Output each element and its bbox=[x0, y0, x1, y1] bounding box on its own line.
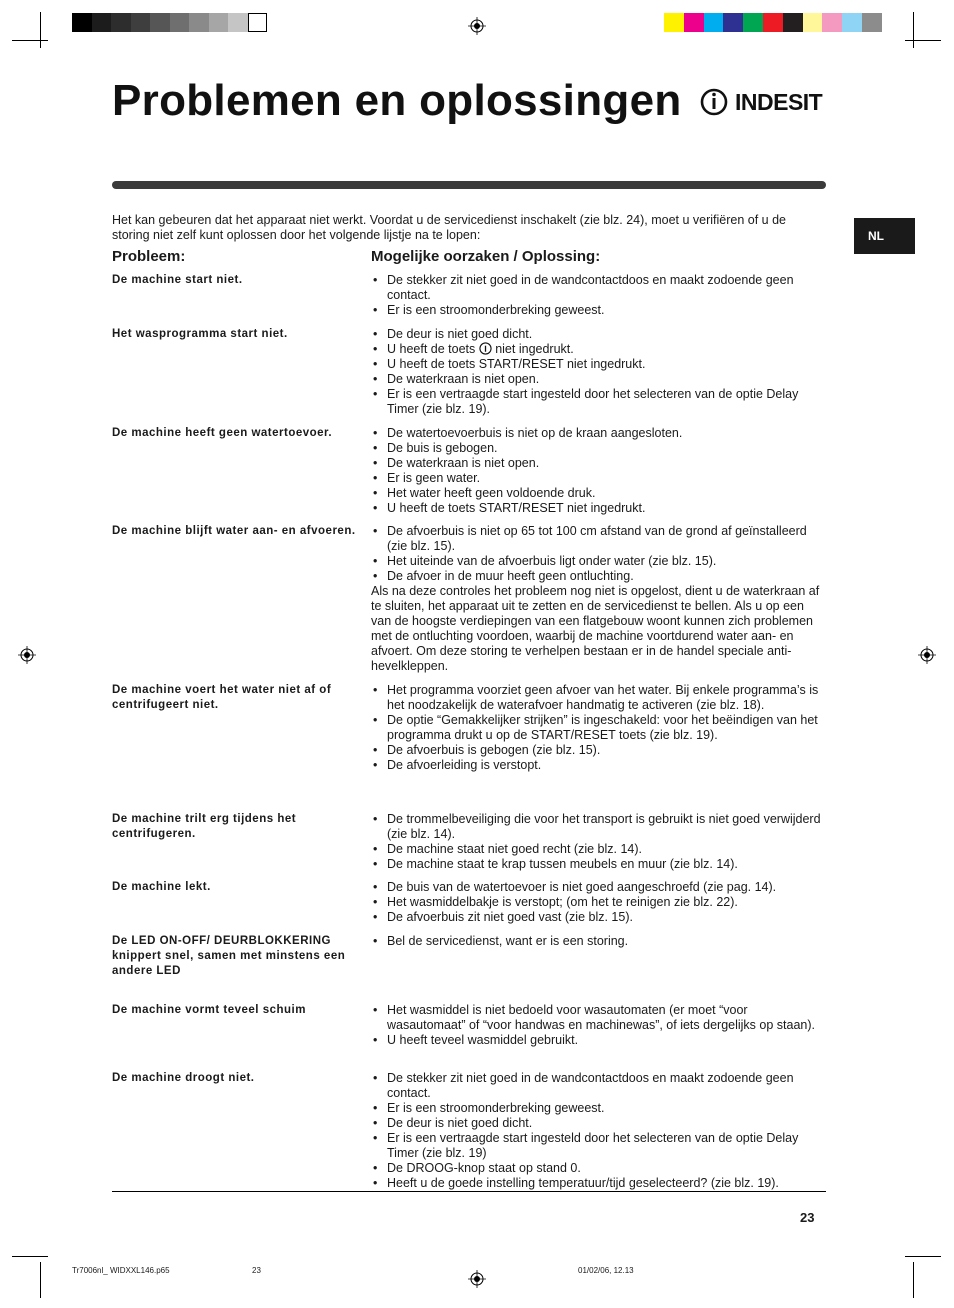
solution-list bbox=[371, 812, 826, 872]
solution-item: • De afvoerbuis zit niet goed vast (zie blz. 15). bbox=[371, 910, 826, 925]
solution-item: • U heeft de toets START/RESET niet ingedrukt. bbox=[371, 501, 826, 516]
color-swatch bbox=[862, 13, 882, 32]
title-rule bbox=[112, 181, 826, 189]
solution-item: • U heeft de toets START/RESET niet ingedrukt. bbox=[371, 357, 826, 372]
problem-column-heading: Probleem: bbox=[112, 248, 186, 265]
crop-mark bbox=[12, 40, 48, 41]
grey-swatch bbox=[170, 13, 190, 32]
solution-item: • Er is een stroomonderbreking geweest. bbox=[371, 1101, 826, 1116]
problem-label: De LED ON-OFF/ DEURBLOKKERING knippert snel, samen met minstens een andere LED bbox=[112, 935, 346, 977]
solution-item: • De stekker zit niet goed in de wandcontactdoos en maakt zodoende geen contact. bbox=[371, 1071, 826, 1101]
solution-item: • De waterkraan is niet open. bbox=[371, 372, 826, 387]
solution-item: • Heeft u de goede instelling temperatuur/tijd geselecteerd? (zie blz. 19). bbox=[371, 1176, 826, 1191]
power-button-icon bbox=[479, 342, 492, 355]
color-swatch bbox=[783, 13, 803, 32]
solution-list bbox=[371, 327, 826, 417]
solution-item: • De optie “Gemakkelijker strijken” is ingeschakeld: voor het beëindigen van het programma drukt u op de START/RESET toets (zie blz. 19). bbox=[371, 713, 826, 743]
solution-item: • Bel de servicedienst, want er is een storing. bbox=[371, 934, 826, 949]
solution-item: • De buis van de watertoevoer is niet goed aangeschroefd (zie pag. 14). bbox=[371, 880, 826, 895]
crop-mark bbox=[905, 40, 941, 41]
grey-swatch bbox=[189, 13, 209, 32]
color-swatch bbox=[704, 13, 724, 32]
grey-swatch bbox=[150, 13, 170, 32]
grey-swatch bbox=[131, 13, 151, 32]
crop-mark bbox=[12, 1256, 48, 1257]
solution-list bbox=[371, 1071, 826, 1191]
solution-item: • Het programma voorziet geen afvoer van het water. Bij enkele programma’s is het noodzakelijk de waterafvoer handmatig te activeren (zie blz. 18). bbox=[371, 683, 826, 713]
solution-item: • De buis is gebogen. bbox=[371, 441, 826, 456]
solution-item: • Het uiteinde van de afvoerbuis ligt onder water (zie blz. 15). bbox=[371, 554, 826, 569]
registration-mark-icon bbox=[468, 1270, 486, 1288]
crop-mark bbox=[40, 12, 41, 48]
problem-label: De machine start niet. bbox=[112, 274, 243, 286]
color-swatch bbox=[723, 13, 743, 32]
grey-swatch bbox=[92, 13, 112, 32]
solution-item: • U heeft de toets niet ingedrukt. bbox=[371, 342, 826, 357]
brand-logo bbox=[699, 87, 822, 117]
solution-item: • De watertoevoerbuis is niet op de kraan aangesloten. bbox=[371, 426, 826, 441]
solution-item: • Het wasmiddelbakje is verstopt; (om het te reinigen zie blz. 22). bbox=[371, 895, 826, 910]
language-tab: NL bbox=[854, 218, 915, 254]
solution-item: • Er is een stroomonderbreking geweest. bbox=[371, 303, 826, 318]
crop-mark bbox=[913, 12, 914, 48]
color-swatch bbox=[803, 13, 823, 32]
page-title: Problemen en oplossingen bbox=[112, 76, 682, 125]
solution-list bbox=[371, 273, 826, 318]
color-swatch bbox=[822, 13, 842, 32]
color-swatch bbox=[743, 13, 763, 32]
solution-item: • De afvoerleiding is verstopt. bbox=[371, 758, 826, 773]
grey-swatch bbox=[248, 13, 268, 32]
page-number: 23 bbox=[800, 1210, 815, 1225]
solution-item: • De machine staat te krap tussen meubels en muur (zie blz. 14). bbox=[371, 857, 826, 872]
registration-mark-icon bbox=[18, 646, 36, 664]
solution-item: • De waterkraan is niet open. bbox=[371, 456, 826, 471]
solution-item: • De deur is niet goed dicht. bbox=[371, 327, 826, 342]
crop-mark bbox=[913, 1262, 914, 1298]
solution-item: • Het wasmiddel is niet bedoeld voor wasautomaten (er moet “voor wasautomaat” of “voor handwas en machinewas”, of iets dergelijks op staan). bbox=[371, 1003, 826, 1033]
grey-swatch bbox=[209, 13, 229, 32]
bottom-rule bbox=[112, 1191, 826, 1192]
solution-list bbox=[371, 524, 826, 674]
grey-swatch bbox=[228, 13, 248, 32]
solution-item: • De deur is niet goed dicht. bbox=[371, 1116, 826, 1131]
solution-column-heading: Mogelijke oorzaken / Oplossing: bbox=[371, 248, 601, 265]
intro-text: Het kan gebeuren dat het apparaat niet werkt. Voordat u de servicedienst inschakelt (zie blz. 24), moet u verifiëren of u de storing niet zelf kunt oplossen door het volgende lijstje na te lopen: bbox=[112, 213, 786, 242]
registration-mark-icon bbox=[918, 646, 936, 664]
color-swatch bbox=[664, 13, 684, 32]
solution-list bbox=[371, 880, 826, 925]
problem-label: De machine lekt. bbox=[112, 881, 211, 893]
solution-list bbox=[371, 1003, 826, 1048]
solution-item: • De stekker zit niet goed in de wandcontactdoos en maakt zodoende geen contact. bbox=[371, 273, 826, 303]
solution-note: Als na deze controles het probleem nog niet is opgelost, dient u de waterkraan af te sluiten, het apparaat uit te zetten en de servicedienst te bellen. Als u op een van de hoogste verdiepingen van een flatgebouw woont kunnen zich problemen met de ontluchting voordoen, waarbij de machine voortdurend water aan- en afvoert. Om deze storing te verhelpen bestaan er in de handel speciale anti-hevelkleppen. bbox=[371, 584, 820, 673]
problem-label: De machine trilt erg tijdens het centrifugeren. bbox=[112, 813, 297, 840]
solution-list bbox=[371, 934, 826, 949]
color-swatch bbox=[684, 13, 704, 32]
footer-file: Tr7006nl_ WIDXXL146.p65 bbox=[72, 1266, 170, 1275]
color-swatch bbox=[763, 13, 783, 32]
solution-item: • De afvoerbuis is gebogen (zie blz. 15). bbox=[371, 743, 826, 758]
color-swatch bbox=[842, 13, 862, 32]
problem-label: De machine vormt teveel schuim bbox=[112, 1004, 306, 1016]
solution-list bbox=[371, 426, 826, 516]
grey-swatch bbox=[72, 13, 92, 32]
solution-item: • De afvoer in de muur heeft geen ontluchting. bbox=[371, 569, 826, 584]
problem-label: Het wasprogramma start niet. bbox=[112, 328, 288, 340]
footer-page: 23 bbox=[252, 1266, 261, 1275]
footer-date: 01/02/06, 12.13 bbox=[578, 1266, 634, 1275]
grey-swatch bbox=[111, 13, 131, 32]
crop-mark bbox=[40, 1262, 41, 1298]
solution-item: • Het water heeft geen voldoende druk. bbox=[371, 486, 826, 501]
problem-label: De machine droogt niet. bbox=[112, 1072, 255, 1084]
solution-item: • De machine staat niet goed recht (zie blz. 14). bbox=[371, 842, 826, 857]
solution-list bbox=[371, 683, 826, 773]
solution-item: • Er is een vertraagde start ingesteld door het selecteren van de optie Delay Timer (zie blz. 19). bbox=[371, 387, 826, 417]
solution-item: • Er is een vertraagde start ingesteld door het selecteren van de optie Delay Timer (zie blz. 19) bbox=[371, 1131, 826, 1161]
solution-item: • De trommelbeveiliging die voor het transport is gebruikt is niet goed verwijderd (zie blz. 14). bbox=[371, 812, 826, 842]
solution-item: • U heeft teveel wasmiddel gebruikt. bbox=[371, 1033, 826, 1048]
indesit-power-icon bbox=[699, 87, 729, 117]
problem-label: De machine heeft geen watertoevoer. bbox=[112, 427, 333, 439]
solution-item: • De DROOG-knop staat op stand 0. bbox=[371, 1161, 826, 1176]
problem-label: De machine blijft water aan- en afvoeren. bbox=[112, 525, 356, 537]
solution-item: • De afvoerbuis is niet op 65 tot 100 cm afstand van de grond af geïnstalleerd (zie blz. 15). bbox=[371, 524, 826, 554]
brand-name: INDESIT bbox=[735, 88, 823, 115]
solution-item: • Er is geen water. bbox=[371, 471, 826, 486]
crop-mark bbox=[905, 1256, 941, 1257]
problem-label: De machine voert het water niet af of centrifugeert niet. bbox=[112, 684, 332, 711]
registration-mark-icon bbox=[468, 17, 486, 35]
